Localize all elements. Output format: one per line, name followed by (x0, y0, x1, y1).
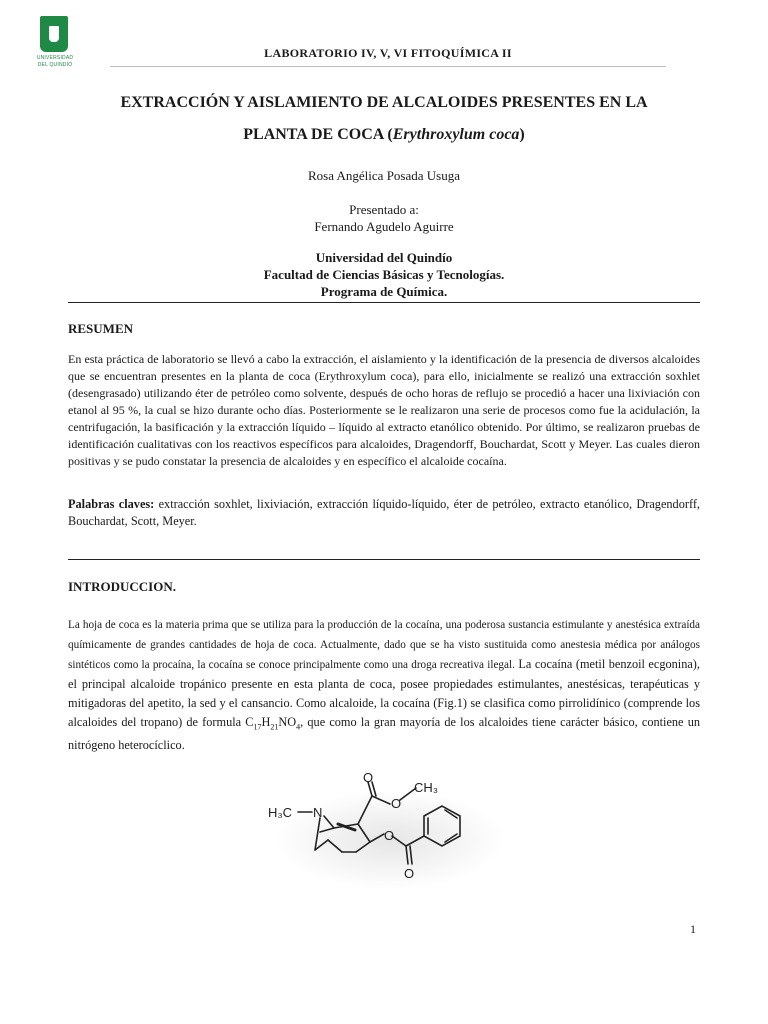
resumen-body: En esta práctica de laboratorio se llevó a cabo la extracción, el aislamiento y la identificación de la presencia de diversos alcaloides que se encuentran presentes en la planta de coca (Erythroxylum coca), para ello, inicialmente se realizó una extracción soxhlet (desengrasado) utilizando éter de petróleo como solvente, después de ocho horas de reflujo se procedió a hacer una lixiviación con etanol al 95 %, la cual se hizo durante ocho días. Posteriormente se le realizaron una serie de procesos como fue la acidulación, la centrifugación, la basificación y la extracción líquido – líquido al extracto etanólico obtenido. Por último, se realizaron pruebas de identificación cualitativas con los reactivos específicos para alcaloides, Dragendorff, Bouchardat, Scott y Meyer. Las cuales dieron positivas y se pudo constatar la presencia de alcaloides y en específico el alcaloide cocaína. (68, 352, 700, 468)
formula-c: C (245, 715, 254, 729)
title-block-divider (68, 302, 700, 303)
introduccion-para1: La hoja de coca es la materia prima que se utiliza para la producción de la cocaína, una poderosa sustancia estimulante y anestésica extraída químicamente de grandes cantidades de hoja de coca. Actualmente, dado que se ha visto sustituida como anestesia médica por análogos sintéticos como la procaína, la cocaína se conoce principalmente como una droga recreativa ilegal. (68, 619, 700, 671)
university-name: Universidad del Quindío (315, 250, 453, 265)
program-name: Programa de Química. (320, 284, 448, 299)
document-title-line2 (68, 126, 700, 144)
atom-h3c-label: H₃C (268, 805, 293, 820)
introduccion-heading: INTRODUCCION. (68, 579, 176, 594)
running-header: LABORATORIO IV, V, VI FITOQUÍMICA II (264, 46, 512, 60)
author-name: Rosa Angélica Posada Usuga (307, 168, 460, 183)
atom-o4-label: O (404, 866, 415, 881)
logo-text-line1: UNIVERSIDAD (36, 55, 74, 61)
cocaine-structure-figure (260, 770, 510, 890)
section-divider (68, 559, 700, 560)
resumen-heading: RESUMEN (68, 321, 134, 336)
keywords-paragraph (68, 496, 700, 530)
atom-n-label: N (313, 805, 323, 820)
atom-ch3-label: CH₃ (414, 780, 439, 795)
introduccion-para2a: La cocaína (metil benzoil ecgonina), el principal alcaloide tropánico presente en esta planta de coca, posee propiedades estimulantes, anestésicas, terapéuticas y mitigadoras del apetito, la sed y el cansancio. Como alcaloide, la cocaína (Fig.1) se clasifica como pirrolidínico (comprende los alcaloides del tropano) de formula (68, 657, 700, 729)
header-divider (110, 66, 666, 67)
presented-to-name: Fernando Agudelo Aguirre (314, 219, 454, 234)
formula-h: H (261, 715, 271, 729)
atom-o3-label: O (384, 828, 395, 843)
keywords-label: Palabras claves: (68, 497, 155, 511)
atom-o2-label: O (391, 796, 402, 811)
formula-rest: NO (278, 715, 297, 729)
formula-h-sub: 21 (270, 722, 279, 732)
document-title-line1: EXTRACCIÓN Y AISLAMIENTO DE ALCALOIDES PRESENTES EN LA (120, 94, 648, 111)
presented-to-label: Presentado a: (349, 202, 419, 217)
keywords-list: extracción soxhlet, lixiviación, extracción líquido-líquido, éter de petróleo, extracto etanólico, Dragendorff, Bouchardat, Scott, Meyer. (68, 497, 700, 528)
university-logo (32, 16, 80, 72)
formula-o-sub: 4 (296, 722, 301, 732)
title-prefix: PLANTA DE COCA ( (243, 126, 393, 143)
page-number: 1 (690, 922, 696, 936)
title-suffix: ) (519, 126, 525, 143)
atom-o1-label: O (363, 770, 374, 785)
faculty-name: Facultad de Ciencias Básicas y Tecnologías. (263, 267, 505, 282)
introduccion-para2b: , que como la gran mayoría de los alcaloides tiene carácter básico, contiene un nitrógeno heterocíclico. (68, 715, 700, 753)
logo-text-line2: DEL QUINDÍO (37, 62, 73, 68)
introduccion-body (68, 615, 700, 755)
formula-c-sub: 17 (253, 722, 262, 732)
title-species: Erythroxylum coca (392, 126, 520, 143)
logo-shield-icon (40, 16, 68, 52)
